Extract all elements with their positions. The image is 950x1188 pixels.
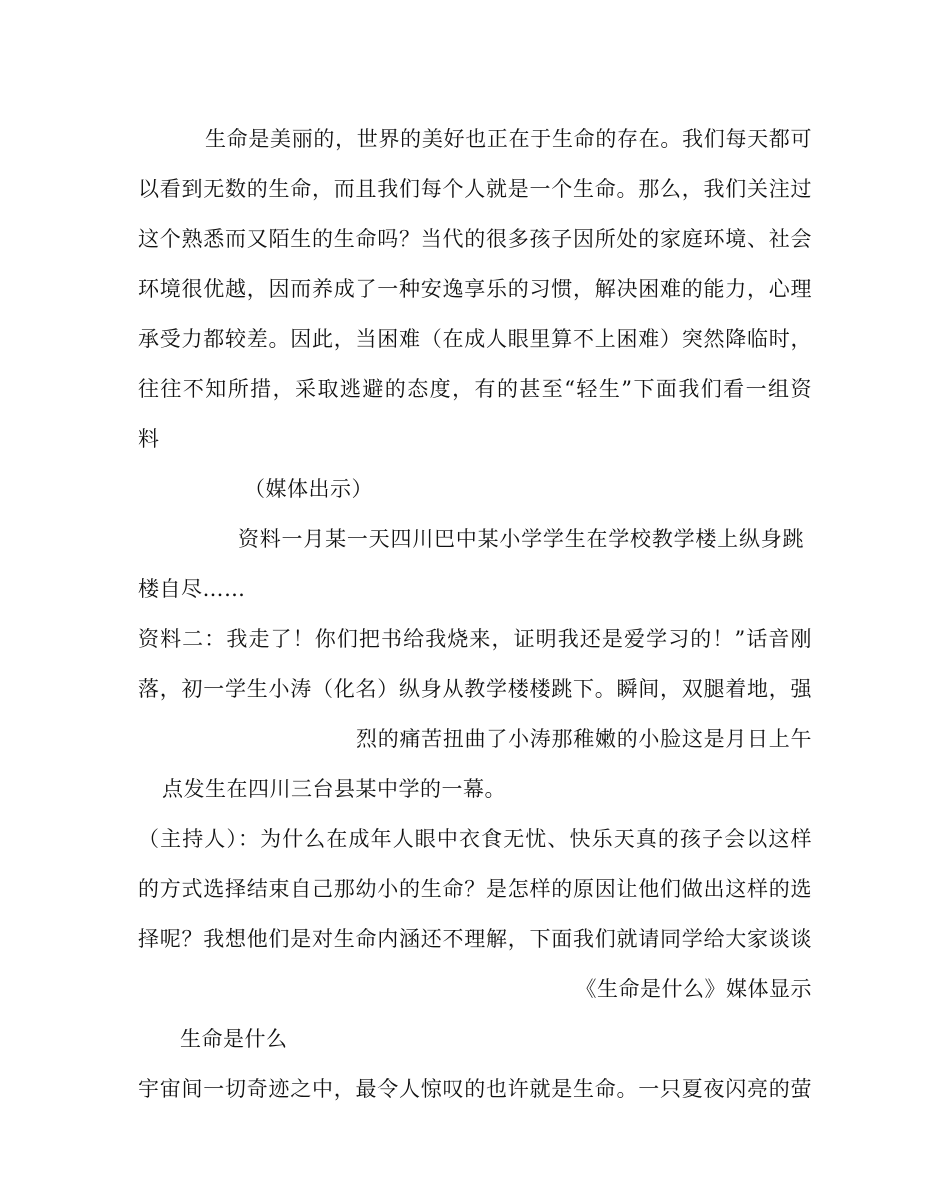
- paragraph-line: （主持人）：为什么在成年人眼中衣食无忧、快乐天真的孩子会以这样: [138, 827, 812, 851]
- paragraph-line: 承受力都较差。因此，当困难（在成人眼里算不上困难）突然降临时，: [138, 327, 812, 351]
- section-heading: 生命是什么: [180, 1027, 288, 1051]
- paragraph-line: 的方式选择结束自己那幼小的生命？是怎样的原因让他们做出这样的选: [138, 877, 812, 901]
- paragraph-line: 烈的痛苦扭曲了小涛那稚嫩的小脸这是月日上午: [356, 727, 812, 751]
- paragraph-line: 楼自尽……: [138, 577, 246, 601]
- paragraph-line: 这个熟悉而又陌生的生命吗？当代的很多孩子因所处的家庭环境、社会: [138, 227, 812, 251]
- paragraph-line: （媒体出示）: [244, 477, 373, 501]
- paragraph-line: 以看到无数的生命，而且我们每个人就是一个生命。那么，我们关注过: [138, 177, 812, 201]
- paragraph-line: 落，初一学生小涛（化名）纵身从教学楼楼跳下。瞬间，双腿着地，强: [138, 677, 812, 701]
- paragraph-line: 点发生在四川三台县某中学的一幕。: [162, 777, 506, 801]
- paragraph-line: 环境很优越，因而养成了一种安逸享乐的习惯，解决困难的能力，心理: [138, 277, 812, 301]
- paragraph-line: 往往不知所措，采取逃避的态度，有的甚至“轻生”下面我们看一组资: [138, 377, 812, 401]
- paragraph-line: 生命是美丽的，世界的美好也正在于生命的存在。我们每天都可: [205, 127, 812, 151]
- paragraph-line: 择呢？我想他们是对生命内涵还不理解，下面我们就请同学给大家谈谈: [138, 927, 812, 951]
- paragraph-line: 料: [138, 427, 160, 451]
- paragraph-line: 资料一月某一天四川巴中某小学学生在学校教学楼上纵身跳: [238, 527, 804, 551]
- paragraph-line: 宇宙间一切奇迹之中，最令人惊叹的也许就是生命。一只夏夜闪亮的萤: [138, 1077, 812, 1101]
- paragraph-line: 资料二：我走了！你们把书给我烧来，证明我还是爱学习的！”话音刚: [138, 627, 812, 651]
- paragraph-line: 《生命是什么》媒体显示: [575, 977, 812, 1001]
